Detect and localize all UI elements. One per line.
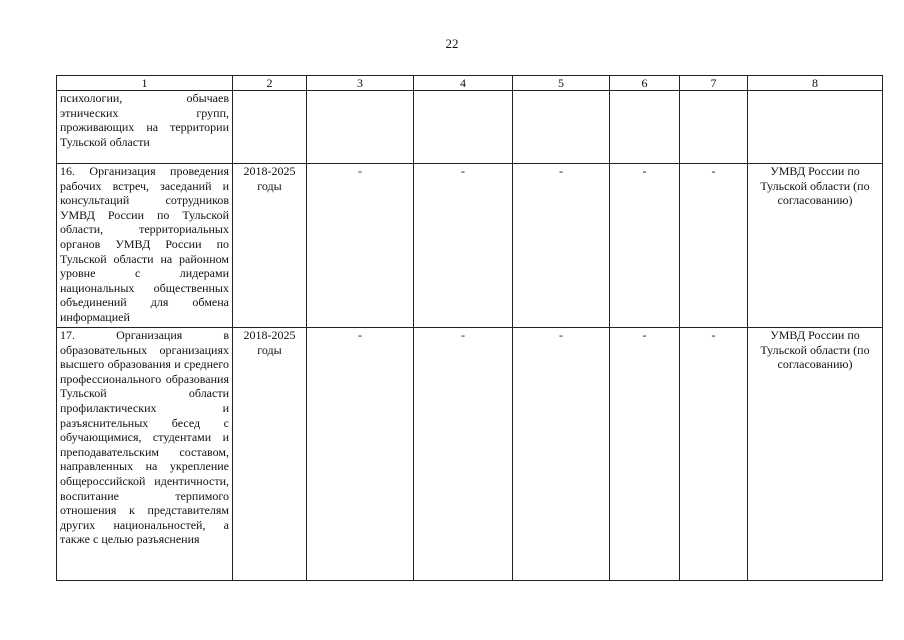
measures-table: [56, 75, 883, 581]
column-header-7: 7: [680, 76, 748, 91]
column-header-1: 1: [57, 76, 233, 91]
column-header-5: 5: [513, 76, 610, 91]
measure-years: 2018-2025 годы: [233, 164, 307, 328]
table-row: [57, 164, 883, 328]
measure-col-5: [513, 91, 610, 164]
measure-years: 2018-2025 годы: [233, 328, 307, 581]
measure-col-7: -: [680, 328, 748, 581]
measure-col-5: -: [513, 164, 610, 328]
column-header-2: 2: [233, 76, 307, 91]
page-number: 22: [445, 36, 459, 51]
measure-description: 17. Организация в образовательных организациях высшего образования и среднего профессионального образования Тульской области профилактических и разъяснительных бесед с обучающимися, студентами и преподавательским составом, направленных на укрепление общероссийской идентичности, воспитание терпимого отношения к представителям других национальностей, а также с целью разъяснения: [57, 328, 233, 581]
measure-description: психологии, обычаев этнических групп, проживающих на территории Тульской области: [57, 91, 233, 164]
measure-col-5: -: [513, 328, 610, 581]
measure-col-6: [610, 91, 680, 164]
measure-col-3: [307, 91, 414, 164]
header-row: [57, 76, 883, 91]
measure-description: 16. Организация проведения рабочих встреч, заседаний и консультаций сотрудников УМВД России по Тульской области, территориальных органов УМВД России по Тульской области на районном уровне с лидерами национальных общественных объединений для обмена информацией: [57, 164, 233, 328]
column-header-4: 4: [414, 76, 513, 91]
measure-years: [233, 91, 307, 164]
measure-executor: УМВД России по Тульской области (по согласованию): [748, 164, 883, 328]
measure-col-6: -: [610, 164, 680, 328]
measure-col-7: [680, 91, 748, 164]
measure-executor: [748, 91, 883, 164]
measure-col-4: [414, 91, 513, 164]
column-header-3: 3: [307, 76, 414, 91]
column-header-6: 6: [610, 76, 680, 91]
measure-executor: УМВД России по Тульской области (по согласованию): [748, 328, 883, 581]
column-header-8: 8: [748, 76, 883, 91]
table-row: [57, 328, 883, 581]
measure-col-3: -: [307, 328, 414, 581]
measure-col-7: -: [680, 164, 748, 328]
measure-col-4: -: [414, 328, 513, 581]
measure-col-6: -: [610, 328, 680, 581]
measure-col-4: -: [414, 164, 513, 328]
measure-col-3: -: [307, 164, 414, 328]
table-row: [57, 91, 883, 164]
